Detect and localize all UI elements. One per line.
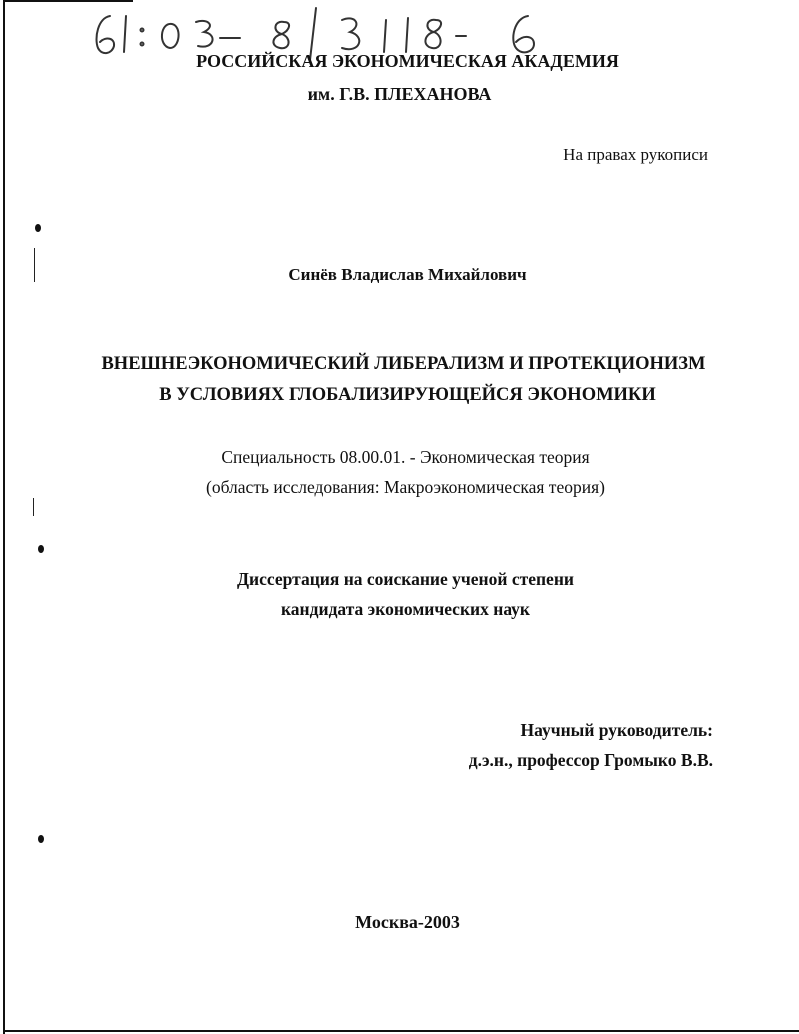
dissertation-title-line-2: В УСЛОВИЯХ ГЛОБАЛИЗИРУЮЩЕЙСЯ ЭКОНОМИКИ: [159, 385, 656, 405]
degree-statement-line-1: Диссертация на соискание ученой степени: [237, 569, 574, 589]
author-name: Синёв Владислав Михайлович: [288, 265, 527, 284]
specialty-code: Специальность 08.00.01. - Экономическая теория: [221, 447, 590, 467]
scan-mark: [33, 498, 34, 516]
research-area: (область исследования: Макроэкономическая теория): [206, 477, 605, 497]
supervisor-name: д.э.н., профессор Громыко В.В.: [468, 750, 713, 770]
scan-dot: [38, 835, 44, 843]
scan-edge-left: [3, 0, 5, 1034]
city-year: Москва-2003: [355, 912, 460, 932]
institution-name: РОССИЙСКАЯ ЭКОНОМИЧЕСКАЯ АКАДЕМИЯ: [196, 51, 619, 71]
supervisor-label: Научный руководитель:: [520, 720, 713, 740]
dissertation-title-line-1: ВНЕШНЕЭКОНОМИЧЕСКИЙ ЛИБЕРАЛИЗМ И ПРОТЕКЦИОНИЗМ: [101, 354, 706, 374]
scan-edge-bottom: [3, 1030, 799, 1032]
institution-dedication: им. Г.В. ПЛЕХАНОВА: [307, 84, 492, 104]
rights-note: На правах рукописи: [563, 145, 708, 164]
degree-statement-line-2: кандидата экономических наук: [280, 599, 531, 619]
scan-dot: [38, 545, 44, 553]
scan-dot: [35, 224, 41, 232]
